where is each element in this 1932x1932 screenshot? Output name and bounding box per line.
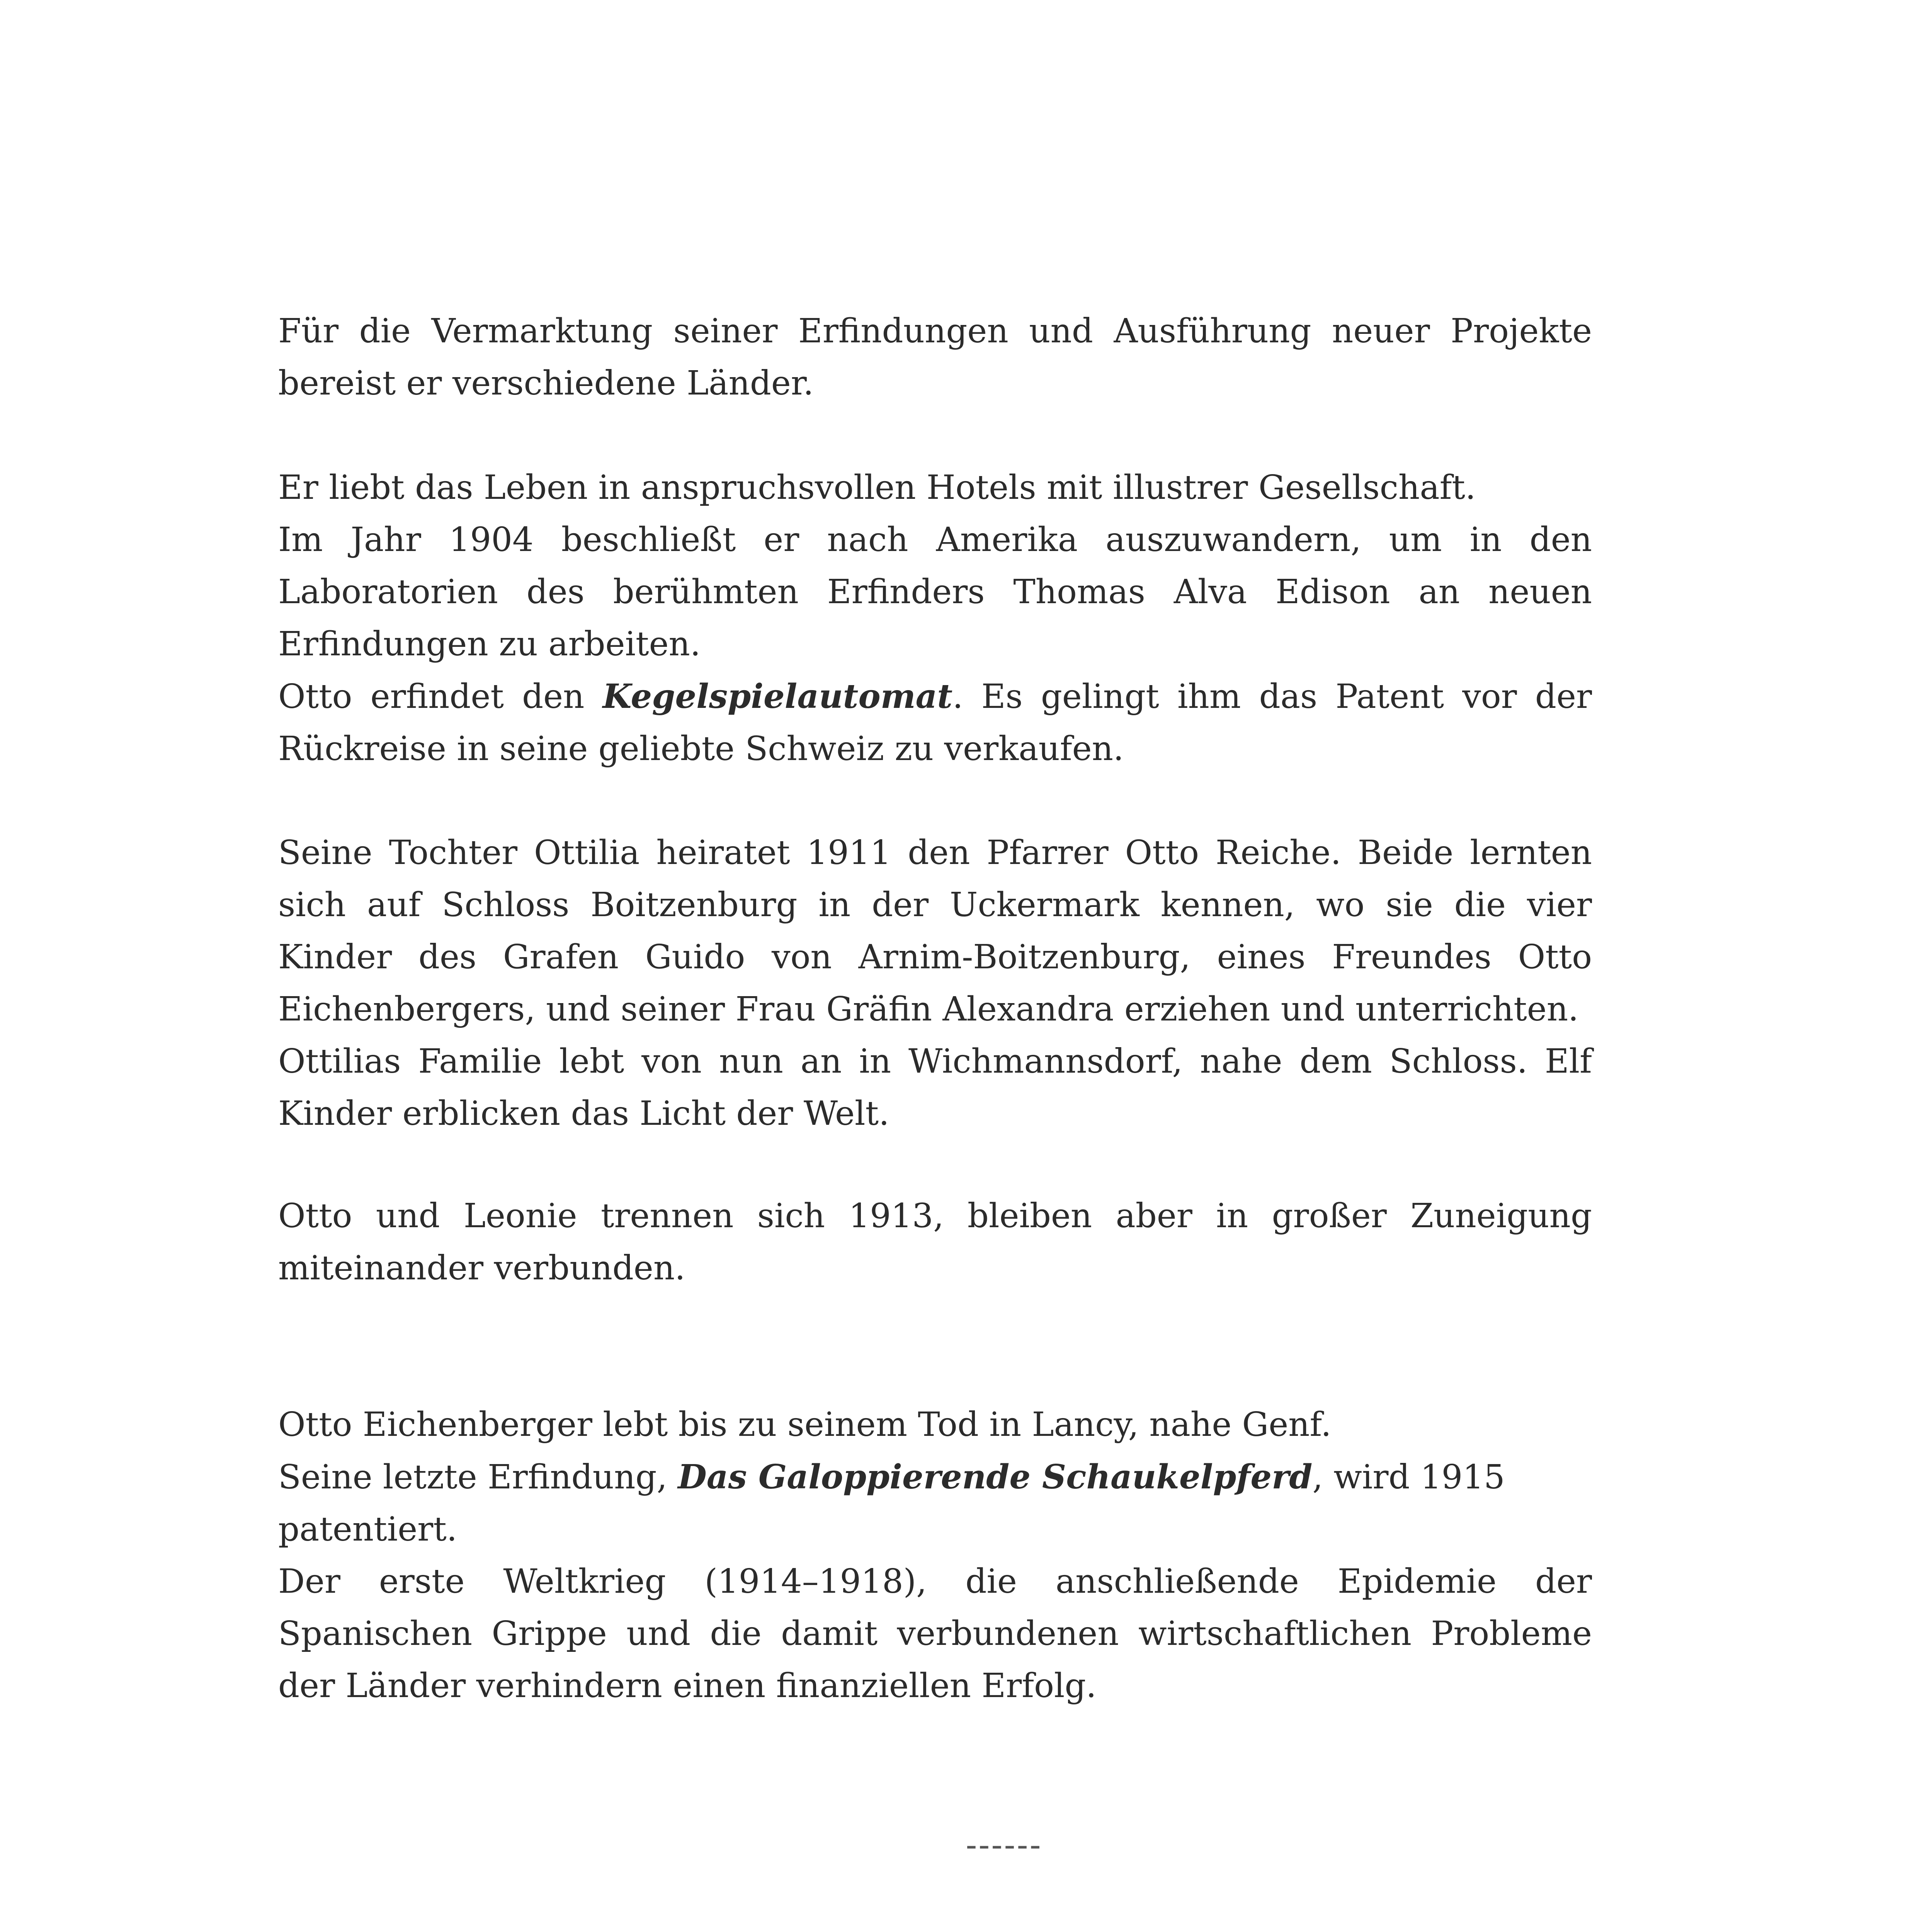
paragraph-travel-text: Für die Vermarktung seiner Erfindungen und Ausführung neuer Projekte bereist er verschiedene Länder. xyxy=(278,312,1592,403)
invention-text-before: Otto erfindet den xyxy=(278,677,603,716)
paragraph-hotels-line: Er liebt das Leben in anspruchsvollen Hotels mit illustrer Gesellschaft. xyxy=(278,468,1476,507)
paragraph-daughter-family: Ottilias Familie lebt von nun an in Wichmannsdorf, nahe dem Schloss. Elf Kinder erblicken das Licht der Welt. xyxy=(278,1042,1592,1133)
paragraph-war-line: Der erste Weltkrieg (1914–1918), die anschließende Epidemie der Spanischen Grippe und die damit verbundenen wirtschaftlichen Probleme der Länder verhindern einen finanziellen Erfolg. xyxy=(278,1562,1592,1705)
last-invention-after: , wird 1915 patentiert. xyxy=(278,1458,1505,1549)
invention-text-after: . Es gelingt ihm das Patent vor der Rückreise in seine geliebte Schweiz zu verkaufen. xyxy=(278,677,1592,768)
paragraph-last-years xyxy=(278,1399,1592,1712)
paragraph-emigration-line: Im Jahr 1904 beschließt er nach Amerika auszuwandern, um in den Laboratorien des berühmten Erfinders Thomas Alva Edison an neuen Erfindungen zu arbeiten. xyxy=(278,520,1592,663)
paragraph-daughter xyxy=(278,827,1592,1140)
paragraph-separation xyxy=(278,1190,1592,1294)
last-invention-before: Seine letzte Erfindung, xyxy=(278,1458,678,1497)
invention-title: Kegelspielautomat xyxy=(602,677,953,716)
paragraph-america xyxy=(278,462,1592,670)
paragraph-daughter-marriage: Seine Tochter Ottilia heiratet 1911 den Pfarrer Otto Reiche. Beide lernten sich auf Schloss Boitzenburg in der Uckermark kennen, wo sie die vier Kinder des Grafen Guido von Arnim-Boitzenburg, eines Freundes Otto Eichenbergers, und seiner Frau Gräfin Alexandra erziehen und unterrichten. xyxy=(278,833,1592,1029)
last-invention-title: Das Galoppierende Schaukelpferd xyxy=(678,1458,1313,1497)
paragraph-last-invention-line xyxy=(278,1451,1592,1556)
paragraph-travel xyxy=(278,305,1592,410)
paragraph-invention xyxy=(278,670,1592,775)
paragraph-separation-text: Otto und Leonie trennen sich 1913, bleiben aber in großer Zuneigung miteinander verbunden. xyxy=(278,1197,1592,1287)
paragraph-death-line: Otto Eichenberger lebt bis zu seinem Tod in Lancy, nahe Genf. xyxy=(278,1405,1332,1444)
section-separator: ------ xyxy=(966,1826,1043,1864)
